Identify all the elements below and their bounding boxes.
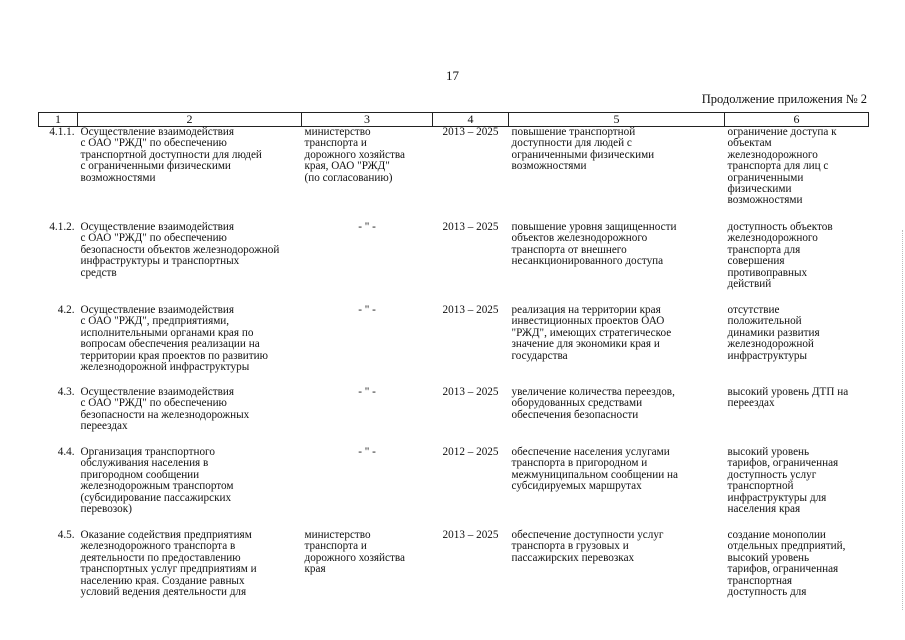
executor-cell: министерство транспорта и дорожного хозяйства края, ОАО "РЖД" (по согласованию) [304,126,405,184]
action-cell: Оказание содействия предприятиям железнодорожного транспорта в деятельности по предоставлению транспортных услуг предприятиям и населению края. Создание равных условий ведения деятельности для [80,529,257,599]
column-header: 5 [509,113,725,127]
row-number: 4.2. [57,304,75,316]
period-cell: 2013 – 2025 [442,529,499,541]
action-cell: Осуществление взаимодействия с ОАО "РЖД", предприятиями, исполнительными органами края по вопросам обеспечения реализации на территории края проектов по развитию железнодорожной инфраструктуры [80,304,269,374]
consequence-cell: высокий уровень ДТП на переездах [727,386,849,410]
period-cell: 2012 – 2025 [442,446,499,458]
executor-cell: - " - [358,446,376,458]
continuation-note: Продолжение приложения № 2 [701,92,867,106]
row-number: 4.1.2. [49,221,75,233]
row-number: 4.1.1. [49,126,75,138]
page-number: 17 [446,68,459,83]
column-header: 2 [78,113,302,127]
column-header: 4 [433,113,509,127]
result-cell: увеличение количества переездов, оборудованных средствами обеспечения безопасности [511,386,675,421]
action-cell: Организация транспортного обслуживания населения в пригородном сообщении железнодорожным транспортом (субсидирование пассажирских перевозок) [80,446,234,516]
executor-cell: - " - [358,386,376,398]
result-cell: повышение транспортной доступности для людей с ограниченными физическими возможностями [511,126,655,173]
measures-table [38,112,869,610]
table-row [39,305,869,387]
result-cell: реализация на территории края инвестиционных проектов ОАО "РЖД", имеющих стратегическое значение для экономики края и государства [511,304,672,362]
table-row [39,530,869,610]
consequence-cell: доступность объектов железнодорожного транспорта для совершения противоправных действий [727,221,833,291]
action-cell: Осуществление взаимодействия с ОАО "РЖД" по обеспечению безопасности на железнодорожных переездах [80,386,250,433]
table-row [39,387,869,447]
action-cell: Осуществление взаимодействия с ОАО "РЖД" по обеспечению безопасности объектов железнодорожной инфраструктуры и транспортных средств [80,221,280,279]
column-header: 6 [725,113,869,127]
table-header-row [39,113,869,127]
row-number: 4.3. [57,386,75,398]
period-cell: 2013 – 2025 [442,386,499,398]
table-row [39,222,869,305]
period-cell: 2013 – 2025 [442,126,499,138]
result-cell: обеспечение населения услугами транспорта в пригородном и межмуниципальном сообщении на субсидируемых маршрутах [511,446,679,493]
executor-cell: министерство транспорта и дорожного хозяйства края [304,529,405,576]
column-header: 3 [302,113,433,127]
action-cell: Осуществление взаимодействия с ОАО "РЖД" по обеспечению транспортной доступности для людей с ограниченными физическими возможностями [80,126,262,184]
table-row [39,127,869,223]
row-number: 4.5. [57,529,75,541]
consequence-cell: создание монополии отдельных предприятий, высокий уровень тарифов, ограниченная транспортная доступность для [727,529,846,599]
period-cell: 2013 – 2025 [442,221,499,233]
executor-cell: - " - [358,221,376,233]
executor-cell: - " - [358,304,376,316]
table-row [39,447,869,530]
row-number: 4.4. [57,446,75,458]
result-cell: обеспечение доступности услуг транспорта в грузовых и пассажирских перевозках [511,529,664,564]
column-header: 1 [39,113,78,127]
consequence-cell: отсутствие положительной динамики развития железнодорожной инфраструктуры [727,304,820,362]
consequence-cell: ограничение доступа к объектам железнодорожного транспорта для лиц с ограниченными физическими возможностями [727,126,837,207]
result-cell: повышение уровня защищенности объектов железнодорожного транспорта от внешнего несанкционированного доступа [511,221,677,268]
consequence-cell: высокий уровень тарифов, ограниченная доступность услуг транспортной инфраструктуры для населения края [727,446,839,516]
period-cell: 2013 – 2025 [442,304,499,316]
scan-edge-mark [901,230,903,610]
